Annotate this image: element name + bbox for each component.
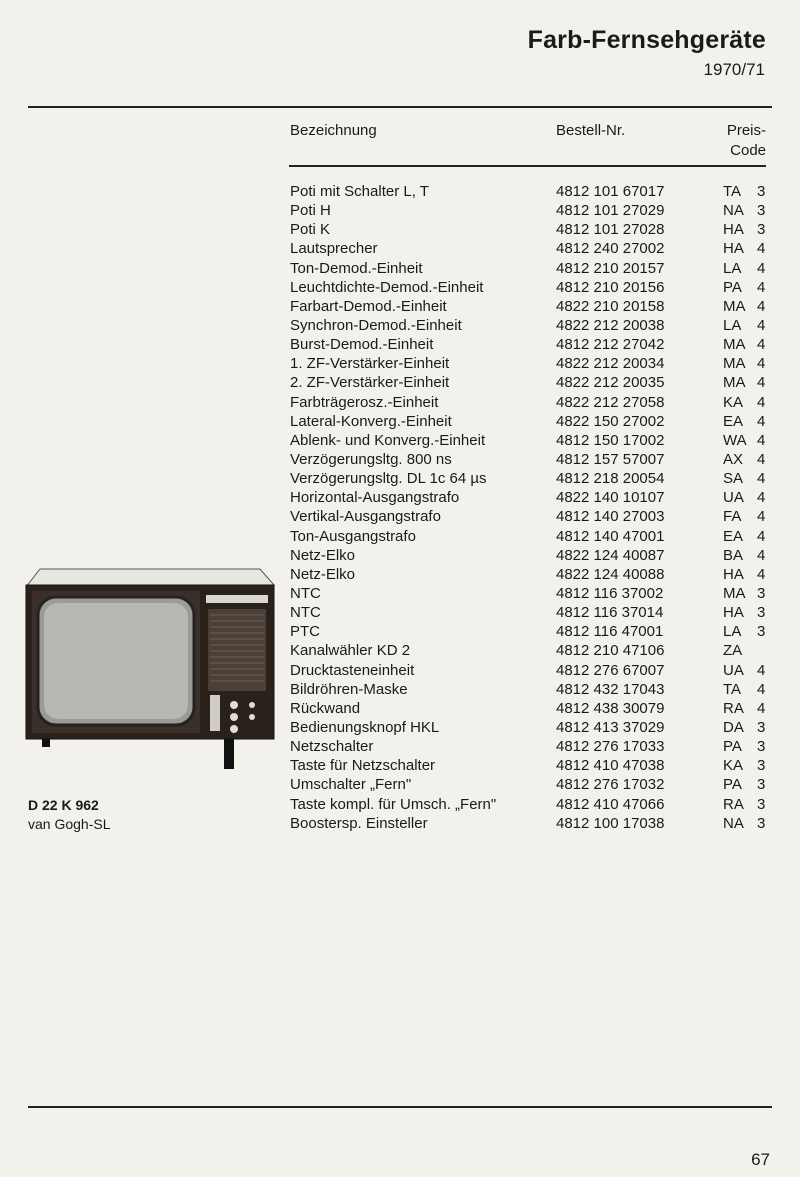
part-name: Ton-Ausgangstrafo [290,527,416,545]
order-number: 4822 124 40088 [556,565,665,583]
table-row [0,373,800,392]
part-name: Boostersp. Einsteller [290,814,428,832]
price-code: AX [723,450,744,468]
order-number: 4812 432 17043 [556,680,665,698]
part-name: NTC [290,604,321,622]
part-name: Bildröhren-Maske [290,680,408,698]
order-number: 4812 210 47106 [556,642,665,660]
price-group: 4 [757,699,766,717]
part-name: Lautsprecher [290,240,378,258]
price-code: UA [723,489,744,507]
price-code: DA [723,718,744,736]
order-number: 4822 212 27058 [556,393,665,411]
price-code: MA [723,355,746,373]
part-name: Verzögerungsltg. DL 1c 64 µs [290,470,487,488]
price-code: TA [723,680,742,698]
price-group: 3 [757,202,766,220]
column-header-price [727,121,766,161]
part-name: Farbträgerosz.-Einheit [290,393,439,411]
table-row [0,450,800,469]
table-row [0,431,800,450]
price-group: 3 [757,757,766,775]
price-group: 4 [757,297,766,315]
tv-model-number: D 22 K 962 [28,797,99,813]
price-group: 4 [757,278,766,296]
part-name: Umschalter „Fern" [290,776,412,794]
price-code: FA [723,508,742,526]
price-code: NA [723,202,744,220]
price-code: LA [723,259,742,277]
column-header-price-line1: Preis- [726,122,766,139]
part-name: Synchron-Demod.-Einheit [290,316,462,334]
order-number: 4822 212 20038 [556,316,665,334]
table-row [0,278,800,297]
price-group: 4 [757,316,766,334]
order-number: 4822 140 10107 [556,489,665,507]
price-group: 4 [757,393,766,411]
price-group: 4 [757,680,766,698]
part-name: 1. ZF-Verstärker-Einheit [290,355,450,373]
price-code: LA [723,623,742,641]
order-number: 4812 100 17038 [556,814,665,832]
tv-model-name: van Gogh-SL [28,816,111,832]
part-name: Netz-Elko [290,565,356,583]
price-code: TA [723,183,742,200]
price-group: 4 [757,450,766,468]
price-code: MA [723,336,746,354]
column-header-name: Bezeichnung [290,122,377,139]
table-row [0,182,800,201]
table-row [0,297,800,316]
price-code: HA [723,604,744,622]
part-name: Leuchtdichte-Demod.-Einheit [290,278,484,296]
table-row [0,316,800,335]
table-row [0,259,800,278]
price-group: 4 [757,489,766,507]
price-code: ZA [723,642,743,660]
part-name: Kanalwähler KD 2 [290,642,411,660]
price-group: 3 [757,623,766,641]
price-code: PA [723,776,742,794]
page-number: 67 [751,1150,770,1169]
price-group: 3 [757,183,766,200]
price-code: BA [723,546,744,564]
order-number: 4812 240 27002 [556,240,665,258]
price-code: SA [723,470,744,488]
part-name: Taste kompl. für Umsch. „Fern" [290,795,497,813]
order-number: 4822 212 20035 [556,374,665,392]
table-row [0,469,800,488]
header-rule [289,165,766,167]
order-number: 4812 276 67007 [556,661,665,679]
price-group: 3 [757,584,766,602]
order-number: 4812 438 30079 [556,699,665,717]
price-code: PA [723,738,742,756]
table-row [0,239,800,258]
price-group: 4 [757,661,766,679]
price-group: 3 [757,718,766,736]
price-code: RA [723,699,744,717]
bottom-rule [28,1106,772,1108]
part-name: Netz-Elko [290,546,356,564]
price-group: 4 [757,565,766,583]
part-name: PTC [290,623,320,641]
order-number: 4812 101 27029 [556,202,665,220]
table-row [0,814,800,833]
part-name: Drucktasteneinheit [290,661,415,679]
table-row [0,546,800,565]
price-code: EA [723,527,744,545]
order-number: 4812 140 27003 [556,508,665,526]
table-row [0,393,800,412]
price-code: NA [723,814,744,832]
price-group: 3 [757,604,766,622]
part-name: Ton-Demod.-Einheit [290,259,423,277]
order-number: 4812 101 67017 [556,183,665,200]
price-group: 4 [757,412,766,430]
part-name: Vertikal-Ausgangstrafo [290,508,441,526]
price-group: 4 [757,259,766,277]
table-row [0,527,800,546]
table-row [0,201,800,220]
table-row [0,775,800,794]
price-code: EA [723,412,744,430]
price-group: 3 [757,814,766,832]
part-name: Taste für Netzschalter [290,757,436,775]
television-image [22,565,278,775]
price-group: 4 [757,431,766,449]
part-name: Poti mit Schalter L, T [290,183,429,200]
order-number: 4822 124 40087 [556,546,665,564]
part-name: NTC [290,584,321,602]
part-name: Poti H [290,202,331,220]
price-group: 4 [757,508,766,526]
price-group: 4 [757,546,766,564]
order-number: 4812 116 37002 [556,584,664,602]
price-code: HA [723,565,744,583]
price-code: MA [723,374,746,392]
price-group: 4 [757,527,766,545]
order-number: 4812 150 17002 [556,431,665,449]
price-code: WA [723,431,747,449]
page-year: 1970/71 [703,60,765,79]
order-number: 4822 212 20034 [556,355,665,373]
price-group: 3 [757,221,766,239]
part-name: Verzögerungsltg. 800 ns [290,450,452,468]
part-name: Lateral-Konverg.-Einheit [290,412,452,430]
price-group: 4 [757,336,766,354]
order-number: 4812 116 47001 [556,623,664,641]
order-number: 4812 413 37029 [556,718,665,736]
table-row [0,488,800,507]
price-code: LA [723,316,742,334]
order-number: 4812 212 27042 [556,336,665,354]
order-number: 4822 210 20158 [556,297,665,315]
table-row [0,412,800,431]
part-name: Ablenk- und Konverg.-Einheit [290,431,486,449]
price-code: UA [723,661,744,679]
part-name: Bedienungsknopf HKL [290,718,440,736]
part-name: Farbart-Demod.-Einheit [290,297,447,315]
order-number: 4812 218 20054 [556,470,665,488]
order-number: 4812 101 27028 [556,221,665,239]
order-number: 4812 157 57007 [556,450,665,468]
price-code: PA [723,278,742,296]
part-name: 2. ZF-Verstärker-Einheit [290,374,450,392]
order-number: 4812 210 20157 [556,259,665,277]
price-code: HA [723,221,744,239]
order-number: 4822 150 27002 [556,412,665,430]
part-name: Poti K [290,221,331,239]
price-group: 3 [757,738,766,756]
price-group: 3 [757,776,766,794]
order-number: 4812 410 47066 [556,795,665,813]
table-row [0,354,800,373]
order-number: 4812 210 20156 [556,278,665,296]
price-group: 3 [757,795,766,813]
column-header-price-line2: Code [730,142,766,159]
price-group: 4 [757,355,766,373]
price-code: KA [723,757,744,775]
price-group: 4 [757,240,766,258]
part-name: Rückwand [290,699,361,717]
price-group: 4 [757,374,766,392]
top-rule [28,106,772,108]
table-row [0,220,800,239]
part-name: Netzschalter [290,738,374,756]
part-name: Horizontal-Ausgangstrafo [290,489,460,507]
order-number: 4812 276 17032 [556,776,665,794]
price-code: HA [723,240,744,258]
page-title: Farb-Fernsehgeräte [527,26,766,54]
price-code: MA [723,584,746,602]
table-row [0,507,800,526]
part-name: Burst-Demod.-Einheit [290,336,434,354]
price-code: RA [723,795,744,813]
order-number: 4812 116 37014 [556,604,664,622]
order-number: 4812 276 17033 [556,738,665,756]
order-number: 4812 140 47001 [556,527,665,545]
price-group: 4 [757,470,766,488]
order-number: 4812 410 47038 [556,757,665,775]
price-code: MA [723,297,746,315]
table-row [0,795,800,814]
column-header-order: Bestell-Nr. [556,122,626,139]
table-row [0,335,800,354]
price-code: KA [723,393,744,411]
